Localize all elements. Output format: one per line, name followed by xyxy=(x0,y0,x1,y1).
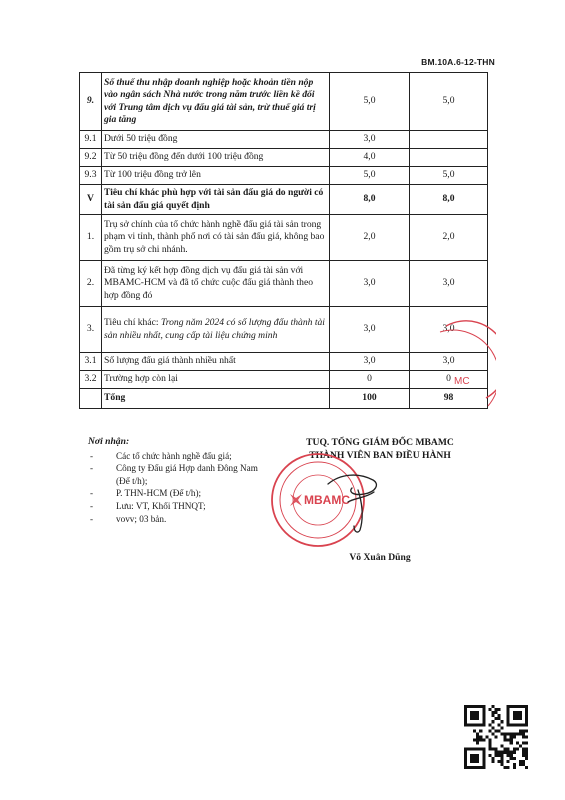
max-score: 4,0 xyxy=(330,149,410,167)
row-number: 9.2 xyxy=(80,149,102,167)
table-row xyxy=(80,261,488,307)
table-row xyxy=(80,215,488,261)
row-number: 3.1 xyxy=(80,353,102,371)
awarded-score: 3,0 xyxy=(410,353,488,371)
criterion-text: Số lượng đấu giá thành nhiều nhất xyxy=(102,353,330,371)
row-number: 9.1 xyxy=(80,131,102,149)
criterion-detail: Trong năm 2024 có số lượng đấu thành tài sản nhiều nhất, cung cấp tài liệu chứng minh xyxy=(104,317,325,341)
max-score: 2,0 xyxy=(330,215,410,261)
criterion-text: Tổng xyxy=(102,389,330,409)
max-score: 0 xyxy=(330,371,410,389)
table-row xyxy=(80,353,488,371)
handwritten-signature xyxy=(318,462,388,537)
row-number: 1. xyxy=(80,215,102,261)
recipients-block xyxy=(88,436,268,525)
awarded-score: 5,0 xyxy=(410,73,488,131)
criterion-text: Dưới 50 triệu đồng xyxy=(102,131,330,149)
row-number: 2. xyxy=(80,261,102,307)
criterion-text: Số thuế thu nhập doanh nghiệp hoặc khoản tiền nộp vào ngân sách Nhà nước trong năm trước liền kề đối với Trung tâm dịch vụ đấu giá tài sản, trừ thuế giá trị gia tăng xyxy=(102,73,330,131)
table-row xyxy=(80,73,488,131)
recipients-heading: Nơi nhận: xyxy=(88,436,130,447)
max-score: 3,0 xyxy=(330,261,410,307)
criterion-text: Đã từng ký kết hợp đồng dịch vụ đấu giá tài sản với MBAMC-HCM và đã tổ chức cuộc đấu giá thành theo hợp đồng đó xyxy=(102,261,330,307)
max-score: 8,0 xyxy=(330,185,410,215)
criterion-text: Trụ sở chính của tổ chức hành nghề đấu giá tài sản trong phạm vi tỉnh, thành phố nơi có tài sản đấu giá, không bao gồm trụ sở chi nhánh. xyxy=(102,215,330,261)
table-row xyxy=(80,371,488,389)
svg-text:MC: MC xyxy=(454,376,470,387)
awarded-score: 3,0 xyxy=(410,261,488,307)
table-row xyxy=(80,389,488,409)
awarded-score xyxy=(410,131,488,149)
row-number: 3.2 xyxy=(80,371,102,389)
recipient-item: - vovv; 03 bản. xyxy=(88,513,268,526)
row-number: 9. xyxy=(80,73,102,131)
criterion-text: Từ 100 triệu đồng trở lên xyxy=(102,167,330,185)
document-code: BM.10A.6-12-THN xyxy=(421,57,495,67)
recipient-item: - P. THN-HCM (Để t/h); xyxy=(88,487,268,500)
signer-name: Võ Xuân Dũng xyxy=(349,552,411,563)
awarded-score: 3,0 xyxy=(410,307,488,353)
max-score: 100 xyxy=(330,389,410,409)
signer-title-line2: THÀNH VIÊN BAN ĐIỀU HÀNH xyxy=(309,450,451,461)
criterion-text: Trường hợp còn lại xyxy=(102,371,330,389)
row-number: 9.3 xyxy=(80,167,102,185)
table-row xyxy=(80,167,488,185)
max-score: 5,0 xyxy=(330,73,410,131)
max-score: 3,0 xyxy=(330,307,410,353)
criterion-prefix: Tiêu chí khác: xyxy=(104,317,161,329)
awarded-score: 8,0 xyxy=(410,185,488,215)
awarded-score: 2,0 xyxy=(410,215,488,261)
awarded-score xyxy=(410,149,488,167)
recipient-item: - Các tổ chức hành nghề đấu giá; xyxy=(88,450,268,463)
awarded-score: 0 xyxy=(410,371,488,389)
seal-logo-text: MBAMC xyxy=(304,493,350,507)
awarded-score: 98 xyxy=(410,389,488,409)
table-row xyxy=(80,307,488,353)
table-row xyxy=(80,185,488,215)
partial-seal-stamp xyxy=(436,318,496,408)
row-number xyxy=(80,389,102,409)
criterion-text: Từ 50 triệu đồng đến dưới 100 triệu đồng xyxy=(102,149,330,167)
awarded-score: 5,0 xyxy=(410,167,488,185)
criteria-table xyxy=(79,72,488,409)
max-score: 3,0 xyxy=(330,353,410,371)
recipient-item: - Công ty Đấu giá Hợp danh Đông Nam (Để t/h); xyxy=(88,462,268,487)
signer-title-line1: TUQ. TỔNG GIÁM ĐỐC MBAMC xyxy=(306,437,454,448)
table-row xyxy=(80,149,488,167)
recipient-item: - Lưu: VT, Khối THNQT; xyxy=(88,500,268,513)
max-score: 5,0 xyxy=(330,167,410,185)
row-number: 3. xyxy=(80,307,102,353)
row-number: V xyxy=(80,185,102,215)
max-score: 3,0 xyxy=(330,131,410,149)
criterion-text: Tiêu chí khác phù hợp với tài sản đấu giá do người có tài sản đấu giá quyết định xyxy=(102,185,330,215)
table-row xyxy=(80,131,488,149)
criterion-text xyxy=(102,307,330,353)
qr-code xyxy=(464,705,528,769)
recipients-list xyxy=(88,450,268,526)
